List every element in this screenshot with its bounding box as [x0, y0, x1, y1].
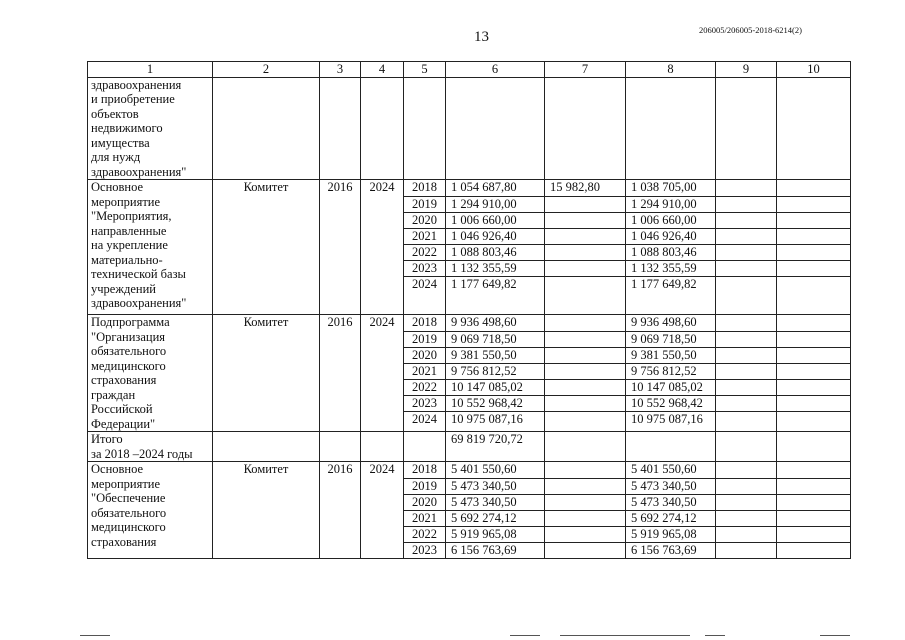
year-cell: 2022: [404, 245, 446, 261]
total-cell: 10 975 087,16: [446, 412, 545, 432]
federal-cell: [545, 412, 626, 432]
row-name-cell: Подпрограмма "Организация обязательного медицинского страхования граждан Российской Федерации": [88, 315, 213, 432]
table-row: [88, 432, 851, 462]
federal-cell: [545, 315, 626, 332]
table-row: [88, 180, 851, 197]
column-number: 3: [320, 62, 361, 78]
federal-cell: [545, 396, 626, 412]
executor-cell: Комитет: [213, 315, 320, 432]
regional-cell: 1 088 803,46: [626, 245, 716, 261]
col9-cell: [716, 364, 777, 380]
regional-cell: 9 936 498,60: [626, 315, 716, 332]
total-cell: 1 054 687,80: [446, 180, 545, 197]
federal-cell: [545, 364, 626, 380]
col10-cell: [777, 543, 851, 559]
regional-cell: 1 006 660,00: [626, 213, 716, 229]
col10-cell: [777, 364, 851, 380]
year-cell: 2022: [404, 527, 446, 543]
regional-cell: 10 147 085,02: [626, 380, 716, 396]
regional-cell: [626, 77, 716, 180]
col9-cell: [716, 479, 777, 495]
executor-cell: Комитет: [213, 180, 320, 315]
year-cell: 2018: [404, 180, 446, 197]
budget-table: [87, 61, 851, 559]
regional-cell: 6 156 763,69: [626, 543, 716, 559]
col10-cell: [777, 527, 851, 543]
regional-cell: 10 552 968,42: [626, 396, 716, 412]
regional-cell: [626, 432, 716, 462]
year-cell: 2022: [404, 380, 446, 396]
federal-cell: [545, 229, 626, 245]
regional-cell: 5 473 340,50: [626, 479, 716, 495]
col9-cell: [716, 396, 777, 412]
federal-cell: [545, 197, 626, 213]
page-number: 13: [474, 29, 489, 45]
col10-cell: [777, 332, 851, 348]
year-cell: 2020: [404, 213, 446, 229]
total-cell: 10 552 968,42: [446, 396, 545, 412]
end-year-cell: 2024: [361, 180, 404, 315]
column-number: 5: [404, 62, 446, 78]
col10-cell: [777, 197, 851, 213]
year-cell: 2021: [404, 364, 446, 380]
col9-cell: [716, 511, 777, 527]
col9-cell: [716, 213, 777, 229]
federal-cell: [545, 261, 626, 277]
end-year-cell: [361, 432, 404, 462]
total-cell: 9 069 718,50: [446, 332, 545, 348]
total-cell: 9 381 550,50: [446, 348, 545, 364]
federal-cell: [545, 511, 626, 527]
col10-cell: [777, 432, 851, 462]
col9-cell: [716, 412, 777, 432]
table-row: [88, 462, 851, 479]
col10-cell: [777, 315, 851, 332]
column-number: 1: [88, 62, 213, 78]
column-number: 6: [446, 62, 545, 78]
regional-cell: 5 401 550,60: [626, 462, 716, 479]
total-cell: 6 156 763,69: [446, 543, 545, 559]
col10-cell: [777, 261, 851, 277]
start-year-cell: 2016: [320, 315, 361, 432]
start-year-cell: 2016: [320, 462, 361, 559]
col10-cell: [777, 245, 851, 261]
start-year-cell: [320, 432, 361, 462]
col9-cell: [716, 77, 777, 180]
col9-cell: [716, 229, 777, 245]
regional-cell: 9 381 550,50: [626, 348, 716, 364]
column-number: 9: [716, 62, 777, 78]
regional-cell: 5 919 965,08: [626, 527, 716, 543]
year-cell: 2021: [404, 511, 446, 527]
col10-cell: [777, 479, 851, 495]
col9-cell: [716, 180, 777, 197]
year-cell: [404, 77, 446, 180]
total-cell: 5 473 340,50: [446, 495, 545, 511]
year-cell: 2019: [404, 197, 446, 213]
end-year-cell: [361, 77, 404, 180]
year-cell: 2021: [404, 229, 446, 245]
total-cell: 5 473 340,50: [446, 479, 545, 495]
column-number: 4: [361, 62, 404, 78]
regional-cell: 1 038 705,00: [626, 180, 716, 197]
total-cell: 1 006 660,00: [446, 213, 545, 229]
col10-cell: [777, 495, 851, 511]
total-cell: 1 088 803,46: [446, 245, 545, 261]
year-cell: 2020: [404, 348, 446, 364]
col9-cell: [716, 261, 777, 277]
col10-cell: [777, 229, 851, 245]
total-cell: 5 692 274,12: [446, 511, 545, 527]
col10-cell: [777, 396, 851, 412]
regional-cell: 10 975 087,16: [626, 412, 716, 432]
regional-cell: 9 756 812,52: [626, 364, 716, 380]
table-body: [88, 62, 851, 559]
column-number-row: [88, 62, 851, 78]
federal-cell: [545, 432, 626, 462]
federal-cell: [545, 77, 626, 180]
col10-cell: [777, 213, 851, 229]
total-cell: 69 819 720,72: [446, 432, 545, 462]
col9-cell: [716, 277, 777, 315]
federal-cell: [545, 277, 626, 315]
row-name-cell: здравоохранения и приобретение объектов недвижимого имущества для нужд здравоохранения": [88, 77, 213, 180]
regional-cell: 9 069 718,50: [626, 332, 716, 348]
col9-cell: [716, 495, 777, 511]
year-cell: 2018: [404, 315, 446, 332]
total-cell: [446, 77, 545, 180]
total-cell: 9 756 812,52: [446, 364, 545, 380]
year-cell: 2023: [404, 261, 446, 277]
end-year-cell: 2024: [361, 315, 404, 432]
col9-cell: [716, 348, 777, 364]
executor-cell: [213, 77, 320, 180]
col9-cell: [716, 462, 777, 479]
column-number: 2: [213, 62, 320, 78]
row-name-cell: Основное мероприятие "Обеспечение обязательного медицинского страхования: [88, 462, 213, 559]
start-year-cell: 2016: [320, 180, 361, 315]
year-cell: 2020: [404, 495, 446, 511]
col9-cell: [716, 197, 777, 213]
total-cell: 1 046 926,40: [446, 229, 545, 245]
col9-cell: [716, 332, 777, 348]
year-cell: 2024: [404, 412, 446, 432]
column-number: 7: [545, 62, 626, 78]
total-cell: 1 132 355,59: [446, 261, 545, 277]
row-name-cell: Итого за 2018 –2024 годы: [88, 432, 213, 462]
total-cell: 1 177 649,82: [446, 277, 545, 315]
regional-cell: 5 692 274,12: [626, 511, 716, 527]
federal-cell: [545, 245, 626, 261]
col9-cell: [716, 527, 777, 543]
federal-cell: [545, 495, 626, 511]
col10-cell: [777, 77, 851, 180]
federal-cell: [545, 479, 626, 495]
year-cell: 2019: [404, 332, 446, 348]
federal-cell: [545, 462, 626, 479]
regional-cell: 1 177 649,82: [626, 277, 716, 315]
start-year-cell: [320, 77, 361, 180]
year-cell: 2023: [404, 396, 446, 412]
row-name-cell: Основное мероприятие "Мероприятия, направленные на укрепление материально- технической базы учреждений здравоохранения": [88, 180, 213, 315]
regional-cell: 5 473 340,50: [626, 495, 716, 511]
col9-cell: [716, 380, 777, 396]
column-number: 8: [626, 62, 716, 78]
col9-cell: [716, 543, 777, 559]
year-cell: 2023: [404, 543, 446, 559]
federal-cell: [545, 213, 626, 229]
regional-cell: 1 046 926,40: [626, 229, 716, 245]
col9-cell: [716, 245, 777, 261]
col9-cell: [716, 315, 777, 332]
executor-cell: [213, 432, 320, 462]
federal-cell: [545, 527, 626, 543]
total-cell: 9 936 498,60: [446, 315, 545, 332]
col9-cell: [716, 432, 777, 462]
total-cell: 1 294 910,00: [446, 197, 545, 213]
federal-cell: [545, 380, 626, 396]
year-cell: [404, 432, 446, 462]
federal-cell: [545, 332, 626, 348]
executor-cell: Комитет: [213, 462, 320, 559]
regional-cell: 1 132 355,59: [626, 261, 716, 277]
total-cell: 5 401 550,60: [446, 462, 545, 479]
column-number: 10: [777, 62, 851, 78]
col10-cell: [777, 511, 851, 527]
page-bottom-edge: [0, 633, 905, 640]
total-cell: 5 919 965,08: [446, 527, 545, 543]
federal-cell: [545, 348, 626, 364]
col10-cell: [777, 380, 851, 396]
document-code: 206005/206005-2018-6214(2): [699, 25, 802, 35]
federal-cell: [545, 543, 626, 559]
table-row: [88, 315, 851, 332]
federal-cell: 15 982,80: [545, 180, 626, 197]
col10-cell: [777, 277, 851, 315]
total-cell: 10 147 085,02: [446, 380, 545, 396]
col10-cell: [777, 412, 851, 432]
regional-cell: 1 294 910,00: [626, 197, 716, 213]
col10-cell: [777, 180, 851, 197]
year-cell: 2019: [404, 479, 446, 495]
table-row: [88, 77, 851, 180]
end-year-cell: 2024: [361, 462, 404, 559]
year-cell: 2018: [404, 462, 446, 479]
col10-cell: [777, 348, 851, 364]
col10-cell: [777, 462, 851, 479]
year-cell: 2024: [404, 277, 446, 315]
